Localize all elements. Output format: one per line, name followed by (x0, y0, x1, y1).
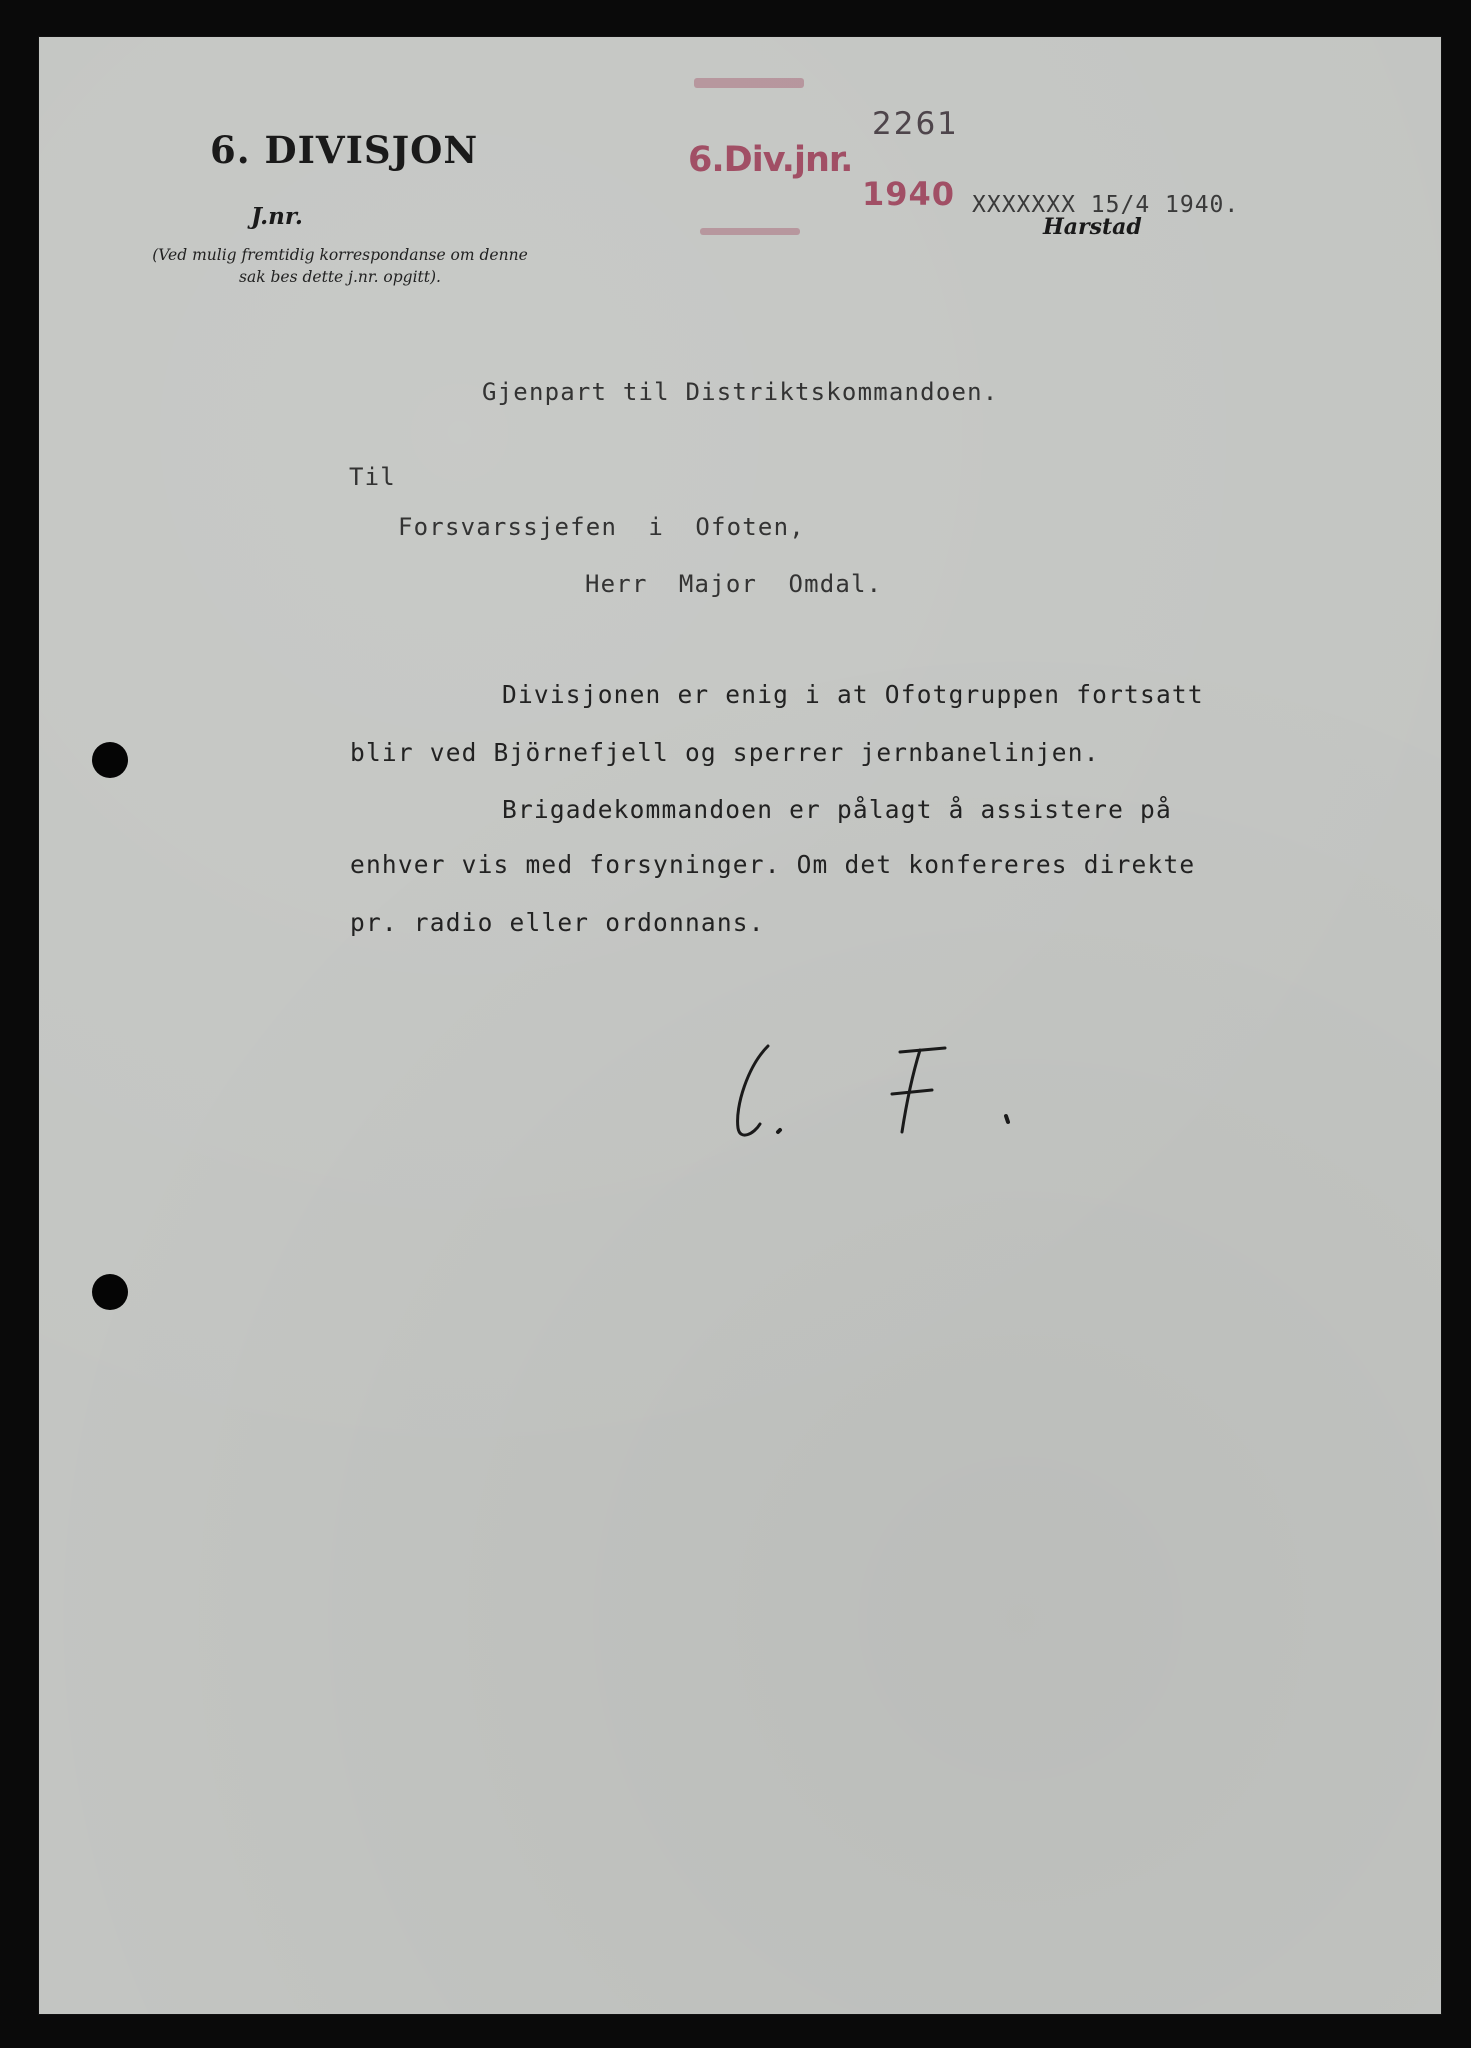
scan-border-right (1440, 0, 1471, 2048)
correspondence-note: (Ved mulig fremtidig korrespondanse om denne sak bes dette j.nr. opgitt). (152, 246, 528, 286)
journal-number-label: J.nr. (251, 203, 303, 230)
journal-stamp-label: 6.Div.jnr. (688, 140, 853, 180)
punch-hole (92, 742, 128, 778)
letterhead-title: 6. DIVISJON (210, 128, 479, 172)
salutation-to: Til (349, 463, 396, 491)
body-line: enhver vis med forsyninger. Om det konfereres direkte (350, 850, 1196, 879)
scan-border-top (0, 0, 1471, 36)
letter-date: XXXXXXX 15/4 1940. (972, 192, 1240, 218)
document-page (38, 36, 1442, 2015)
scan-border-bottom (0, 2013, 1471, 2048)
journal-stamp-number: 2261 (872, 106, 959, 142)
journal-stamp-year: 1940 (862, 175, 956, 213)
body-line: blir ved Björnefjell og sperrer jernbanelinjen. (350, 738, 1100, 767)
body-line: pr. radio eller ordonnans. (350, 908, 765, 937)
letter-place: Harstad (1043, 214, 1142, 240)
scan-border-left (0, 0, 38, 2048)
body-line: Divisjonen er enig i at Ofotgruppen fortsatt (502, 680, 1204, 709)
handwritten-signature (720, 1036, 1020, 1146)
recipient-line: Herr Major Omdal. (585, 570, 883, 598)
recipient-line: Forsvarssjefen i Ofoten, (398, 513, 805, 541)
stamp-smudge (700, 228, 800, 235)
stamp-smudge (694, 78, 804, 88)
body-line: Brigadekommandoen er pålagt å assistere på (502, 795, 1172, 824)
copy-line: Gjenpart til Distriktskommandoen. (482, 378, 999, 406)
punch-hole (92, 1274, 128, 1310)
